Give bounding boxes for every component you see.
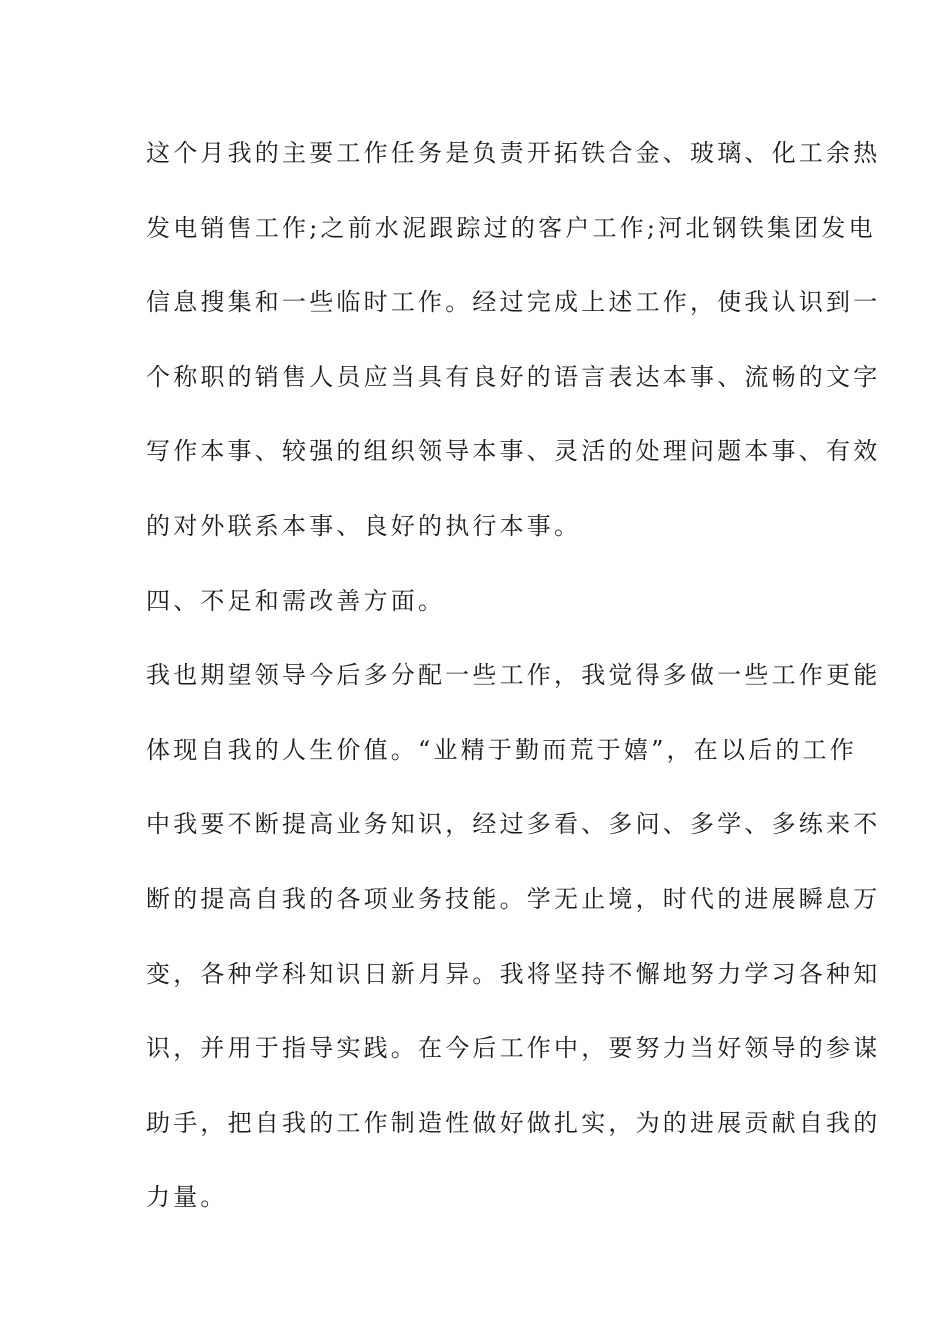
paragraph-2-line: 断的提高自我的各项业务技能。学无止境，时代的进展瞬息万 [146, 885, 881, 913]
paragraph-1-line: 的对外联系本事、良好的执行本事。 [146, 512, 582, 540]
paragraph-1-line: 个称职的销售人员应当具有良好的语言表达本事、流畅的文字 [146, 363, 881, 391]
paragraph-1-line: 这个月我的主要工作任务是负责开拓铁合金、玻璃、化工余热 [146, 139, 881, 167]
paragraph-2-line: 识，并用于指导实践。在今后工作中，要努力当好领导的参谋 [146, 1034, 881, 1062]
paragraph-1-line: 写作本事、较强的组织领导本事、灵活的处理问题本事、有效 [146, 437, 881, 465]
paragraph-2-line: 力量。 [146, 1183, 228, 1211]
paragraph-1-line: 发电销售工作;之前水泥跟踪过的客户工作;河北钢铁集团发电 [146, 214, 876, 242]
paragraph-1-line: 信息搜集和一些临时工作。经过完成上述工作，使我认识到一 [146, 288, 881, 316]
paragraph-2-line: 助手，把自我的工作制造性做好做扎实，为的进展贡献自我的 [146, 1109, 881, 1137]
paragraph-2-line: 中我要不断提高业务知识，经过多看、多问、多学、多练来不 [146, 810, 881, 838]
paragraph-2-line: 体现自我的人生价值。“业精于勤而荒于嬉”，在以后的工作 [146, 736, 857, 764]
paragraph-2-line: 我也期望领导今后多分配一些工作，我觉得多做一些工作更能 [146, 661, 881, 689]
paragraph-2-line: 变，各种学科知识日新月异。我将坚持不懈地努力学习各种知 [146, 960, 881, 988]
section-heading: 四、不足和需改善方面。 [146, 587, 446, 615]
